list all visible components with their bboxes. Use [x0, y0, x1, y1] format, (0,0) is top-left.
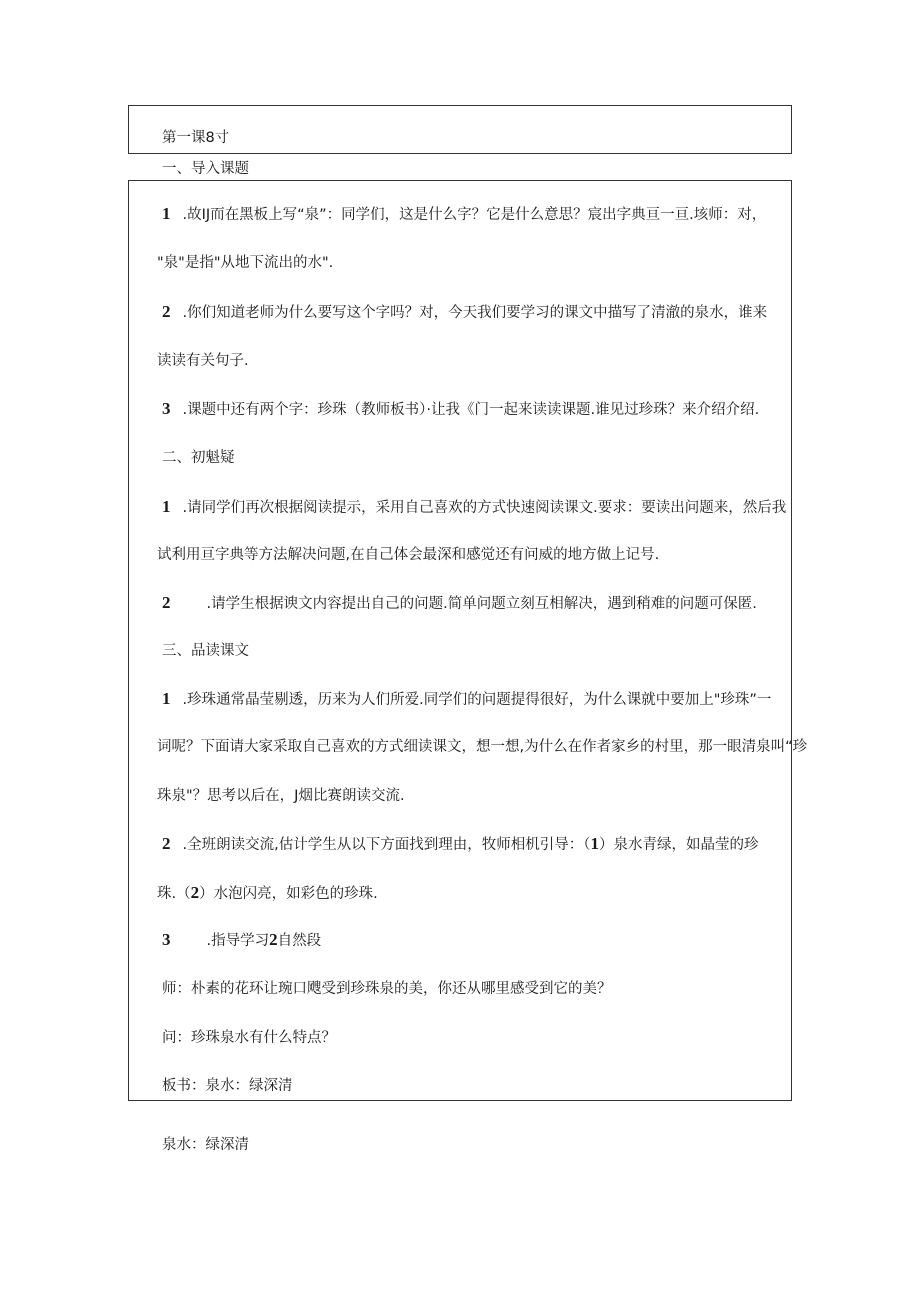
- item-number: 1: [162, 204, 171, 223]
- footer-text: 泉水：绿深清: [162, 1137, 249, 1153]
- section-heading-reading: 三、品读课文: [162, 643, 249, 659]
- reading-item-1-line-1: 1 .珍珠通常晶莹剔透，历来为人们所爱.同学们的问题提得很好，为什么课就中要加上"珍珠”一: [162, 689, 772, 708]
- reading-item-1-line-2: 词呢？下面请大家采取自己喜欢的方式细读课文，想一想,为什么在作者家乡的村里，那一眼清泉叫“珍: [157, 739, 808, 755]
- intro-item-1-line-2: "泉"是指"从地下流出的水".: [157, 255, 334, 271]
- item-number: 2: [162, 302, 171, 321]
- section-heading-intro: 一、导入课题: [162, 161, 249, 177]
- intro-item-2-line-2: 读读有关句子.: [157, 353, 249, 369]
- teacher-line: 师：朴素的花环让琬口飕受到珍珠泉的美，你还从哪里感受到它的美？: [162, 981, 612, 997]
- lesson-title: 第一课8寸: [162, 130, 230, 146]
- reading-item-2-line-1: 2 .全班朗读交流,估计学生从以下方面找到理由，牧师相机引导：（1）泉水青绿，如晶莹的珍: [162, 834, 759, 853]
- intro-item-2-line-1: 2 .你们知道老师为什么要写这个字吗？对，今天我们要学习的课文中描写了清澈的泉水，谁来: [162, 302, 768, 321]
- question-item-1-line-1: 1 .请同学们再次根据阅读提示，采用自己喜欢的方式快速阅读课文.要求：要读出问题来，然后我: [162, 497, 787, 516]
- reading-item-3-line-1: 3 .指导学习2自然段: [162, 930, 322, 949]
- reading-item-2-line-2: 珠.（2）水泡闪亮，如彩色的珍珠.: [157, 883, 378, 902]
- question-item-2-line-1: 2 .请学生根据谀文内容提出自己的问题.简单问题立刻互相解决，遇到稍难的问题可保匿.: [162, 593, 757, 612]
- board-line: 板书：泉水：绿深清: [162, 1078, 293, 1094]
- question-item-1-line-2: 试利用亘字典等方法解决问题,在自己体会最深和感觉还有问威的地方做上记号.: [157, 547, 660, 563]
- item-number: 3: [162, 399, 171, 418]
- question-line: 问：珍珠泉水有什么特点？: [162, 1030, 336, 1046]
- reading-item-1-line-3: 珠泉"？思考以后在，J烟比赛朗读交流.: [157, 788, 405, 804]
- section-heading-questions: 二、初魁疑: [162, 450, 235, 466]
- item-number: 2: [162, 834, 171, 853]
- intro-item-1-line-1: 1 .故IJ而在黑板上写“泉”：同学们，这是什么字？它是什么意思？宸出字典亘一亘.垓师：对，: [162, 204, 767, 223]
- item-number: 2: [162, 593, 171, 612]
- intro-item-3-line-1: 3 .课题中还有两个字：珍珠（教师板书）·让我《门一起来读读课题.谁见过珍珠？来介绍介绍.: [162, 399, 760, 418]
- item-number: 3: [162, 930, 171, 949]
- item-number: 1: [162, 497, 171, 516]
- item-number: 1: [162, 689, 171, 708]
